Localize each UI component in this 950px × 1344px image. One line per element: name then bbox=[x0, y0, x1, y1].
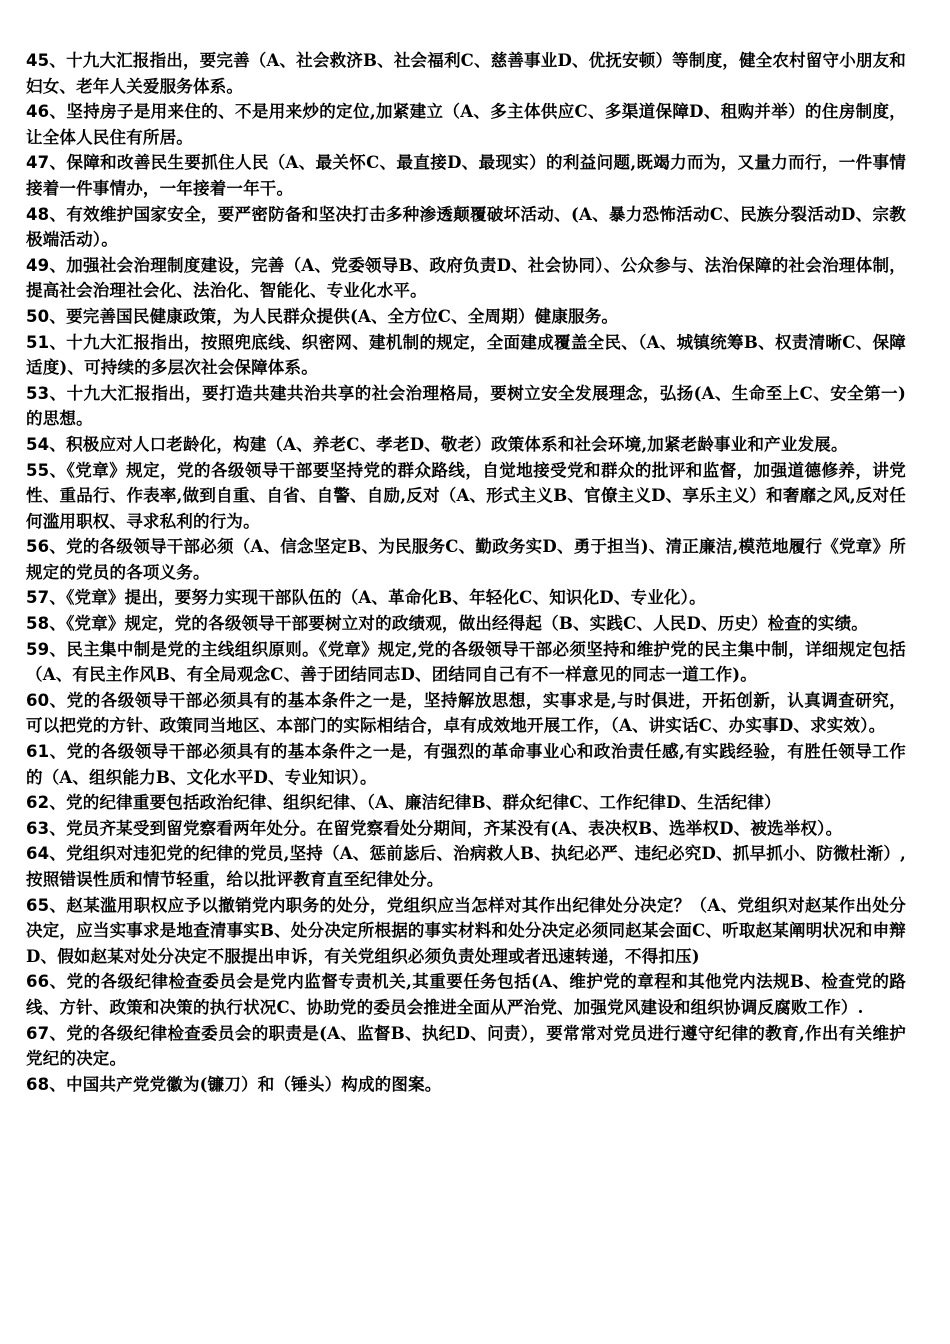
question-item bbox=[26, 150, 906, 201]
question-item bbox=[26, 534, 906, 585]
question-number: 59 bbox=[26, 639, 50, 659]
question-number: 51 bbox=[26, 332, 50, 352]
question-item bbox=[26, 611, 906, 637]
question-text: 、党的各级纪律检查委员会是党内监督专责机关,其重要任务包括(A、维护党的章程和其他党内法规B、检查党的路线、方针、政策和决策的执行状况C、协助党的委员会推进全面从严治党、加强党风建设和组织协调反腐败工作）. bbox=[26, 972, 906, 1017]
question-number: 67 bbox=[26, 1023, 50, 1043]
question-number: 56 bbox=[26, 537, 50, 557]
question-item bbox=[26, 1072, 906, 1098]
question-item bbox=[26, 893, 906, 970]
question-text: 、党的纪律重要包括政治纪律、组织纪律、（A、廉洁纪律B、群众纪律C、工作纪律D、生活纪律） bbox=[49, 793, 781, 813]
question-text: 、中国共产党党徽为(镰刀）和（锤头）构成的图案。 bbox=[49, 1074, 442, 1094]
question-item bbox=[26, 790, 906, 816]
question-item bbox=[26, 688, 906, 739]
question-item bbox=[26, 432, 906, 458]
question-text: 、十九大汇报指出，要完善（A、社会救济B、社会福利C、慈善事业D、优抚安顿）等制度，健全农村留守小朋友和妇女、老年人关爱服务体系。 bbox=[26, 51, 906, 96]
question-number: 68 bbox=[26, 1074, 50, 1094]
question-item bbox=[26, 1021, 906, 1072]
question-item bbox=[26, 304, 906, 330]
question-item bbox=[26, 330, 906, 381]
question-list bbox=[26, 48, 906, 1097]
question-number: 49 bbox=[26, 255, 50, 275]
question-item bbox=[26, 739, 906, 790]
question-number: 65 bbox=[26, 895, 50, 915]
question-text: 、十九大汇报指出，按照兜底线、织密网、建机制的规定，全面建成覆盖全民、（A、城镇统筹B、权责清晰C、保障适度)、可持续的多层次社会保障体系。 bbox=[26, 332, 906, 378]
question-item bbox=[26, 585, 906, 611]
question-item bbox=[26, 99, 906, 150]
question-number: 66 bbox=[26, 972, 50, 992]
question-text: 、党的各级领导干部必须（A、信念坚定B、为民服务C、勤政务实D、勇于担当)、清正廉洁,模范地履行《党章》所规定的党员的各项义务。 bbox=[26, 537, 906, 582]
question-text: 、党员齐某受到留党察看两年处分。在留党察看处分期间，齐某没有(A、表决权B、选举权D、被选举权）。 bbox=[49, 818, 843, 838]
question-text: 、赵某滥用职权应予以撤销党内职务的处分，党组织应当怎样对其作出纪律处分决定？（A、党组织对赵某作出处分决定，应当实事求是地查清事实B、处分决定所根据的事实材料和处分决定必须同赵某会面C、听取赵某阐明状况和申辩D、假如赵某对处分决定不服提出申诉，有关党组织必须负责处理或者迅速转递，不得扣压) bbox=[26, 895, 906, 966]
question-text: 、党组织对违犯党的纪律的党员,坚持（A、惩前毖后、治病救人B、执纪必严、违纪必究D、抓早抓小、防微杜渐）,按照错误性质和情节轻重，给以批评教育直至纪律处分。 bbox=[26, 844, 906, 889]
question-item bbox=[26, 841, 906, 892]
question-item bbox=[26, 48, 906, 99]
question-text: 、《党章》提出，要努力实现干部队伍的（A、革命化B、年轻化C、知识化D、专业化）。 bbox=[49, 588, 706, 608]
question-item bbox=[26, 969, 906, 1020]
question-text: 、党的各级领导干部必须具有的基本条件之一是，坚持解放思想，实事求是,与时俱进，开拓创新，认真调查研究，可以把党的方针、政策同当地区、本部门的实际相结合，卓有成效地开展工作，（A、讲实话C、办实事D、求实效）。 bbox=[26, 690, 906, 736]
question-item bbox=[26, 202, 906, 253]
question-item bbox=[26, 637, 906, 688]
question-text: 、十九大汇报指出，要打造共建共治共享的社会治理格局，要树立安全发展理念，弘扬(A、生命至上C、安全第一)的思想。 bbox=[26, 383, 906, 429]
question-text: 、积极应对人口老龄化，构建（A、养老C、孝老D、敬老）政策体系和社会环境,加紧老龄事业和产业发展。 bbox=[49, 434, 848, 454]
question-number: 46 bbox=[26, 102, 50, 122]
question-number: 61 bbox=[26, 742, 50, 762]
question-number: 57 bbox=[26, 588, 50, 608]
question-number: 48 bbox=[26, 204, 50, 224]
question-item bbox=[26, 458, 906, 535]
question-text: 、有效维护国家安全，要严密防备和坚决打击多种渗透颠覆破坏活动、(A、暴力恐怖活动C、民族分裂活动D、宗教极端活动）。 bbox=[26, 204, 906, 250]
question-text: 、《党章》规定，党的各级领导干部要树立对的政绩观，做出经得起（B、实践C、人民D、历史）检查的实绩。 bbox=[49, 614, 869, 634]
question-number: 45 bbox=[26, 51, 50, 70]
question-text: 、党的各级领导干部必须具有的基本条件之一是，有强烈的革命事业心和政治责任感,有实践经验，有胜任领导工作的（A、组织能力B、文化水平D、专业知识）。 bbox=[26, 742, 906, 787]
question-number: 62 bbox=[26, 793, 50, 813]
question-text: 、坚持房子是用来住的、不是用来炒的定位,加紧建立（A、多主体供应C、多渠道保障D、租购并举）的住房制度，让全体人民住有所居。 bbox=[26, 102, 906, 147]
question-item bbox=[26, 253, 906, 304]
question-number: 58 bbox=[26, 614, 50, 634]
question-text: 、加强社会治理制度建设，完善（A、党委领导B、政府负责D、社会协同）、公众参与、法治保障的社会治理体制，提高社会治理社会化、法治化、智能化、专业化水平。 bbox=[26, 255, 906, 301]
question-number: 60 bbox=[26, 690, 50, 710]
question-text: 、《党章》规定，党的各级领导干部要坚持党的群众路线，自觉地接受党和群众的批评和监督，加强道德修养，讲党性、重品行、作表率,做到自重、自省、自警、自励,反对（A、形式主义B、官僚主义D、享乐主义）和奢靡之风,反对任何滥用职权、寻求私利的行为。 bbox=[26, 460, 906, 531]
question-number: 50 bbox=[26, 306, 50, 326]
question-text: 、民主集中制是党的主线组织原则。《党章》规定,党的各级领导干部必须坚持和维护党的民主集中制，详细规定包括（A、有民主作风B、有全局观念C、善于团结同志D、团结同自己有不一样意见的同志一道工作)。 bbox=[26, 639, 906, 685]
question-number: 64 bbox=[26, 844, 50, 864]
question-text: 、保障和改善民生要抓住人民（A、最关怀C、最直接D、最现实）的利益问题,既竭力而为，又量力而行，一件事情接着一件事情办，一年接着一年干。 bbox=[26, 153, 906, 198]
question-number: 63 bbox=[26, 818, 50, 838]
question-item bbox=[26, 816, 906, 842]
question-number: 54 bbox=[26, 434, 50, 454]
question-text: 、党的各级纪律检查委员会的职责是(A、监督B、执纪D、问责），要常常对党员进行遵守纪律的教育,作出有关维护党纪的决定。 bbox=[26, 1023, 906, 1069]
question-number: 47 bbox=[26, 153, 50, 173]
question-number: 53 bbox=[26, 383, 50, 403]
question-text: 、要完善国民健康政策，为人民群众提供(A、全方位C、全周期）健康服务。 bbox=[49, 306, 619, 326]
question-number: 55 bbox=[26, 460, 50, 480]
question-item bbox=[26, 381, 906, 432]
